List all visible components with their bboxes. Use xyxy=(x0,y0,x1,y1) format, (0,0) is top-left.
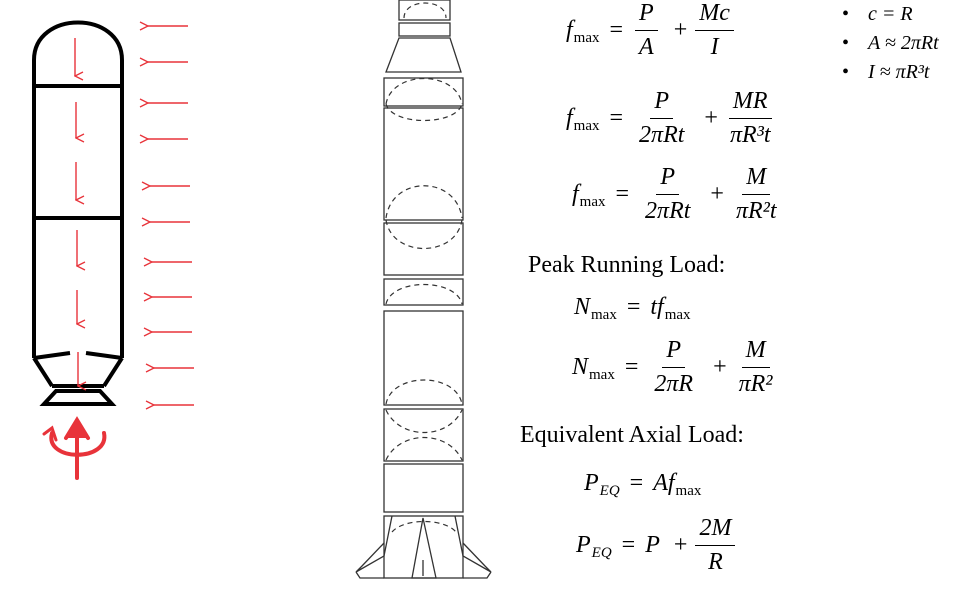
stage-band-1 xyxy=(384,78,463,106)
axial-load-arrows xyxy=(75,38,78,386)
equation-running-load: N max = $\frac{P}{2\pi R}$ + $\frac{M}{\text{πR²}}$ xyxy=(572,337,773,397)
stage-band-5 xyxy=(384,464,463,512)
stage-1 xyxy=(384,311,463,405)
lateral-load-arrows xyxy=(148,26,194,405)
equation-max-stress-general: f max = $\frac{P}{A}$ + $\frac{Mc}{I}$ xyxy=(566,0,736,61)
dome xyxy=(386,410,462,433)
dome xyxy=(386,285,462,305)
fin-center xyxy=(412,518,436,578)
bulkhead-left xyxy=(34,353,70,358)
dome xyxy=(404,3,446,18)
heading-equivalent-axial-load: Equivalent Axial Load: xyxy=(520,422,744,448)
assumption-list xyxy=(838,0,939,87)
stage-band-2 xyxy=(384,223,463,275)
dome xyxy=(386,438,462,461)
tank-dome-lines xyxy=(386,3,462,532)
assumption-item: • A ≈ 2πRt xyxy=(838,29,939,58)
stage-2 xyxy=(384,108,463,220)
bulkhead-right xyxy=(86,353,122,358)
detailed-rocket-drawing xyxy=(356,0,491,578)
simplified-rocket-outline xyxy=(34,23,122,405)
equation-equivalent-load-def: P EQ = Af max xyxy=(584,470,702,499)
fin-left xyxy=(356,516,392,572)
stage-band-4 xyxy=(384,409,463,461)
thrust-arrow-head xyxy=(66,420,88,438)
assumption-item: • c = R xyxy=(838,0,939,29)
interstage-top xyxy=(399,23,450,36)
thrust-moment-symbol xyxy=(44,420,104,478)
stage-band-3 xyxy=(384,279,463,305)
fin-base-left xyxy=(356,572,384,578)
equation-equivalent-load: P EQ = P + $\frac{2M}{R}$ xyxy=(576,515,737,576)
dome xyxy=(386,79,462,105)
fin-base-right xyxy=(463,572,491,578)
dome xyxy=(386,186,462,218)
equation-running-load-def: N max = tf max xyxy=(574,294,691,323)
heading-peak-running-load: Peak Running Load: xyxy=(528,252,726,278)
assumption-item: • I ≈ πR³t xyxy=(838,58,939,87)
equation-max-stress-simplified: f max = $\frac{P}{\text{2πRt}}$ + $\frac{M}{\text{πR²t}}$ xyxy=(572,164,777,224)
adapter-cone xyxy=(386,38,461,72)
nose-cap xyxy=(34,23,122,87)
dome xyxy=(386,380,462,404)
dome xyxy=(386,220,462,249)
fin-right xyxy=(455,516,491,572)
nozzle xyxy=(44,391,112,404)
equation-max-stress-substituted: f max = $\frac{P}{\text{2πRt}}$ + $\frac{MR}{\text{πR³t}}$ xyxy=(566,88,771,148)
